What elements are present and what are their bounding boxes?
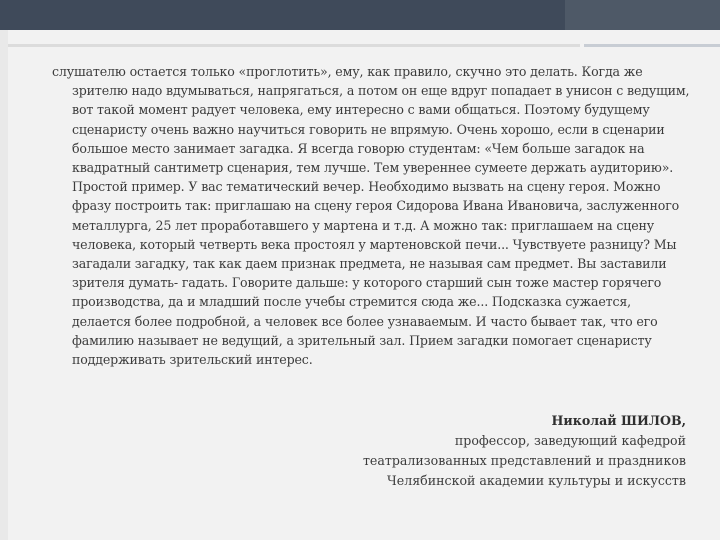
paragraph-line: вызвать на сцену героя. Можно фразу построить так: приглашаю на сцену героя	[72, 179, 661, 214]
document-body	[52, 62, 692, 369]
author-signature	[363, 411, 686, 491]
paragraph-line: поддерживать зрительский интерес.	[72, 352, 313, 368]
author-title: профессор, заведующий кафедрой	[454, 433, 686, 448]
paragraph-line: гадать. Говорите дальше: у которого старший сын тоже мастер горячего производства,	[72, 275, 662, 310]
paragraph-line: если в сценарии большое место занимает загадка. Я всегда говорю студентам:	[72, 121, 665, 156]
author-department: театрализованных представлений и праздников	[362, 453, 686, 468]
top-header-accent	[565, 0, 720, 30]
paragraph-line: простоял у мартеновской печи... Чувствуете разницу? Мы загадали загадку, так	[72, 236, 677, 272]
paragraph-line: мартена и т.д. А можно так: приглашаем на сцену человека, который четверть века	[72, 217, 655, 252]
paragraph-line: да и младший после учебы стремится сюда же... Подсказка сужается, делается более	[72, 294, 632, 329]
paragraph-line: слушателю остается только «проглотить», ему, как правило, скучно это делать. Когда же	[52, 64, 643, 79]
main-paragraph	[52, 62, 692, 369]
paragraph-line: «Чем больше загадок на квадратный сантиметр сценария, тем лучше. Тем увереннее	[72, 140, 645, 176]
author-name: Николай ШИЛОВ,	[551, 413, 686, 428]
paragraph-line: называет не ведущий, а зрительный зал. Прием загадки помогает сценаристу	[137, 332, 652, 348]
header-divider-accent	[584, 44, 720, 47]
paragraph-line: сумеете держать аудиторию». Простой пример. У вас тематический вечер. Необходимо	[72, 160, 674, 195]
paragraph-line: зрителю надо вдумываться, напрягаться, а потом он еще вдруг попадает в унисон с	[72, 83, 624, 99]
paragraph-line: как даем признак предмета, не называя сам предмет. Вы заставили зрителя думать-	[72, 256, 667, 291]
paragraph-line: будущему сценаристу очень важно научиться говорить не впрямую. Очень хорошо,	[72, 102, 650, 137]
paragraph-line: ведущим, вот такой момент радует человека, ему интересно с вами общаться. Поэтому	[72, 83, 690, 118]
paragraph-line: Сидорова Ивана Ивановича, заслуженного металлурга, 25 лет проработавшего у	[72, 198, 680, 233]
paragraph-line: подробной, а человек все более узнаваемым. И часто бывает так, что его фамилию	[72, 313, 658, 348]
header-divider-line	[0, 44, 580, 47]
left-margin-bar	[0, 30, 8, 540]
author-institution: Челябинской академии культуры и искусств	[387, 473, 686, 488]
